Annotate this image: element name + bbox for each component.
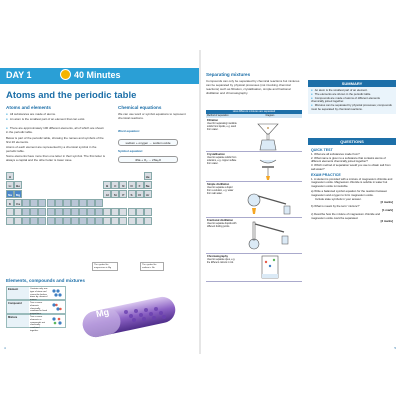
periodic-cell-blank <box>38 217 46 225</box>
exam-heading: EXAM PRACTICE <box>311 172 341 177</box>
word-eq-label: Word equation: <box>118 129 140 133</box>
method-name: Chromatography <box>207 255 228 258</box>
table-row <box>206 118 302 152</box>
page-title: Atoms and the periodic table <box>6 90 137 101</box>
periodic-cell-blank <box>38 208 46 216</box>
method-cell <box>206 182 238 217</box>
periodic-cell-blank <box>22 199 30 207</box>
page-number: 5 <box>394 346 396 350</box>
method-desc: Used to separate a liquid from a solution, e.g. water from salt water. <box>207 187 234 195</box>
emc-desc: Contains only one type of atom and cannot be broken down by chemical means. <box>30 288 48 302</box>
periodic-cell-blank <box>79 217 87 225</box>
periodic-cell-blank <box>136 217 144 225</box>
method-desc: Used to separate dyes, e.g. the different colours in ink. <box>207 259 236 264</box>
periodic-cell-blank <box>14 217 22 225</box>
quick-test-item: 3. Which method of separation would you use to obtain salt from salt water? <box>311 163 391 171</box>
periodic-cell-c: C <box>111 181 119 189</box>
table-row <box>206 254 302 282</box>
periodic-cell-blank <box>103 208 111 216</box>
filtration-diagram <box>238 118 302 151</box>
exam-part-a: a) Write a balanced symbol equation for the reaction between magnesium and oxygen to form magnesium oxide. <box>311 188 388 197</box>
periodic-cell-blank <box>111 208 119 216</box>
periodic-cell-blank <box>63 208 71 216</box>
sep-table-title: How different mixtures are separated <box>206 110 302 114</box>
method-desc: Used for separating insoluble solids from liquids, e.g. sand from water. <box>207 123 237 131</box>
separation-table <box>206 110 302 282</box>
periodic-cell-blank <box>55 217 63 225</box>
periodic-cell-b: B <box>103 181 111 189</box>
periodic-cell-blank <box>136 208 144 216</box>
periodic-cell-blank <box>128 208 136 216</box>
periodic-cell-blank <box>63 199 71 207</box>
clock-icon <box>60 69 71 80</box>
magnesium-capsule-illustration <box>76 292 182 342</box>
capsule-label: Mg <box>95 306 110 320</box>
periodic-cell-k: K <box>6 199 14 207</box>
table-row <box>6 300 66 314</box>
periodic-cell-blank <box>47 208 55 216</box>
method-cell <box>206 218 238 253</box>
quick-test-item: 2. What name is given to a substance that contains atoms of different elements chemically joined together? <box>311 155 386 164</box>
periodic-cell-s: S <box>128 190 136 198</box>
periodic-cell-blank <box>6 208 14 216</box>
periodic-cell-blank <box>47 217 55 225</box>
summary-item: ● An atom is the smallest part of an element. <box>311 89 393 93</box>
simple-distillation-diagram <box>238 182 302 217</box>
periodic-cell-f: F <box>136 181 144 189</box>
periodic-cell-ar: Ar <box>144 190 152 198</box>
periodic-cell-li: Li <box>6 181 14 189</box>
periodic-cell-he: He <box>144 172 152 180</box>
emc-type: Mixture <box>7 315 29 327</box>
periodic-cell-h: H <box>6 172 14 180</box>
minutes-label: 40 Minutes <box>74 70 121 80</box>
periodic-cell-blank <box>63 217 71 225</box>
table-row <box>206 182 302 218</box>
questions-heading: QUESTIONS <box>308 138 396 145</box>
chem-heading: Chemical equations <box>118 105 162 110</box>
method-desc: Used to separate solids from solutions, e.g. copper sulfate from water. <box>207 157 237 165</box>
periodic-cell-n: N <box>119 181 127 189</box>
emc-desc: Two or more elements or compounds not chemically combined together. <box>30 316 45 332</box>
atoms-para: Atoms of each element are represented by a chemical symbol in the periodic table. <box>6 145 97 153</box>
periodic-cell-blank <box>144 208 152 216</box>
periodic-cell-blank <box>87 199 95 207</box>
periodic-cell-blank <box>55 208 63 216</box>
sep-col-diagram: Diagram <box>265 115 275 117</box>
periodic-cell-blank <box>38 199 46 207</box>
atoms-heading: Atoms and elements <box>6 105 51 110</box>
left-page <box>0 50 200 354</box>
sep-heading: Separating mixtures <box>206 72 251 77</box>
periodic-cell-mg: Mg <box>14 190 22 198</box>
method-name: Fractional distillation <box>207 219 234 222</box>
quick-test-heading: QUICK TEST <box>311 148 333 152</box>
table-row <box>206 218 302 254</box>
exam-part-b: b) What is meant by the term 'mixture'? <box>311 204 360 209</box>
compound-diagram <box>49 301 65 313</box>
periodic-cell-blank <box>22 208 30 216</box>
periodic-cell-blank <box>95 199 103 207</box>
periodic-cell-blank <box>47 199 55 207</box>
periodic-cell-blank <box>87 208 95 216</box>
element-diagram <box>49 287 65 299</box>
periodic-cell-si: Si <box>111 190 119 198</box>
exam-intro: 1. A student is provided with a mixture of magnesium chloride and magnesium oxide. Magnesium chloride is soluble in water but magnesium oxide is insoluble. <box>311 176 393 189</box>
periodic-cell-ca: Ca <box>14 199 22 207</box>
questions-panel <box>308 138 396 226</box>
atoms-para: Below is part of the periodic table, showing the names and symbols of the first 20 elements. <box>6 136 104 144</box>
periodic-cell-blank <box>95 217 103 225</box>
periodic-table <box>6 172 166 272</box>
summary-body <box>308 87 396 114</box>
word-equation: sodium + oxygen → sodium oxide <box>118 139 178 146</box>
periodic-cell-blank <box>79 208 87 216</box>
sep-col-method: Method of separation <box>207 115 229 117</box>
sep-intro: Compounds can only be separated by chemical reactions but mixtures can be separated by physical processes (not involving chemical reactions) such as filtration, crystallisation, simple and fractional distillation and chromatography. <box>206 79 300 95</box>
exam-part-a-hint: Include state symbols in your answer. <box>315 196 362 201</box>
method-desc: Used to separate liquids with different boiling points. <box>207 223 237 228</box>
periodic-cell-blank <box>119 208 127 216</box>
table-row <box>6 314 66 332</box>
periodic-cell-blank <box>103 217 111 225</box>
day-label: DAY 1 <box>6 70 32 80</box>
quick-test-item: 1. What are all substances made from? <box>311 151 360 156</box>
method-cell <box>206 118 238 151</box>
crystallisation-diagram <box>238 152 302 181</box>
periodic-cell-na: Na <box>6 190 14 198</box>
emc-type: Compound <box>7 301 29 313</box>
periodic-cell-blank <box>30 217 38 225</box>
periodic-cell-blank <box>128 217 136 225</box>
periodic-cell-cl: Cl <box>136 190 144 198</box>
periodic-cell-blank <box>111 217 119 225</box>
book-spread <box>0 50 400 354</box>
periodic-cell-blank <box>30 199 38 207</box>
method-name: Filtration <box>207 119 219 122</box>
exam-part-a-marks: [2 marks] <box>380 200 393 205</box>
emc-heading: Elements, compounds and mixtures <box>6 278 85 283</box>
periodic-cell-blank <box>71 208 79 216</box>
periodic-cell-blank <box>87 217 95 225</box>
chem-text: We can use word or symbol equations to represent chemical reactions. <box>118 112 186 120</box>
periodic-cell-blank <box>55 199 63 207</box>
periodic-cell-blank <box>144 217 152 225</box>
right-page <box>200 50 400 354</box>
emc-desc: Two or more elements chemically combined in fixed proportions. <box>30 302 48 316</box>
table-row <box>206 152 302 182</box>
callout-magnesium: The symbol for magnesium is Mg <box>92 262 118 271</box>
periodic-cell-blank <box>30 208 38 216</box>
exam-part-b-marks: [1 mark] <box>382 207 393 212</box>
summary-panel <box>308 80 396 114</box>
exam-part-c: c) Describe how the mixture of magnesium chloride and magnesium oxide could be separated. <box>311 211 381 220</box>
periodic-cell-blank <box>95 208 103 216</box>
atoms-bullet: ● An atom is the smallest part of an element that can exist. <box>6 117 106 121</box>
summary-item: ● Mixtures can be separated by physical processes; compounds must be separated by chemical reactions. <box>311 104 393 112</box>
periodic-cell-al: Al <box>103 190 111 198</box>
atoms-bullet: ● There are approximately 100 different elements, all of which are shown in the periodic table. <box>6 126 106 134</box>
method-cell <box>206 254 238 281</box>
periodic-cell-o: O <box>128 181 136 189</box>
periodic-cell-blank <box>6 217 14 225</box>
symbol-eq-label: Symbol equation: <box>118 149 144 153</box>
atoms-bullet: ● All substances are made of atoms. <box>6 112 106 116</box>
mixture-diagram <box>49 315 65 327</box>
method-cell <box>206 152 238 181</box>
periodic-cell-blank <box>22 217 30 225</box>
method-name: Crystallisation <box>207 153 225 156</box>
emc-table <box>6 286 66 332</box>
symbol-equation: 4Na + O₂ → 2Na₂O <box>118 156 178 163</box>
method-name: Simple distillation <box>207 183 230 186</box>
summary-item: ● The elements are shown in the periodic table. <box>311 93 393 97</box>
summary-item: ● Compounds are made of atoms of different elements chemically joined together. <box>311 97 393 105</box>
periodic-cell-p: P <box>119 190 127 198</box>
page-number: 4 <box>4 346 6 350</box>
table-row <box>6 286 66 300</box>
periodic-cell-be: Be <box>14 181 22 189</box>
periodic-cell-blank <box>79 199 87 207</box>
periodic-cell-blank <box>14 208 22 216</box>
chromatography-diagram <box>238 254 302 281</box>
summary-heading: SUMMARY <box>308 80 396 87</box>
periodic-cell-ne: Ne <box>144 181 152 189</box>
callout-sodium: The symbol for sodium is Na <box>140 262 164 271</box>
periodic-cell-blank <box>71 217 79 225</box>
periodic-cell-blank <box>119 217 127 225</box>
atoms-para: Some elements have more than one letter in their symbol. The first letter is always a capital and the other letter is lower case. <box>6 154 105 162</box>
periodic-cell-blank <box>71 199 79 207</box>
fractional-distillation-diagram <box>238 218 302 253</box>
questions-body <box>308 145 396 226</box>
exam-part-c-marks: [3 marks] <box>380 219 393 224</box>
emc-type: Element <box>7 287 29 299</box>
